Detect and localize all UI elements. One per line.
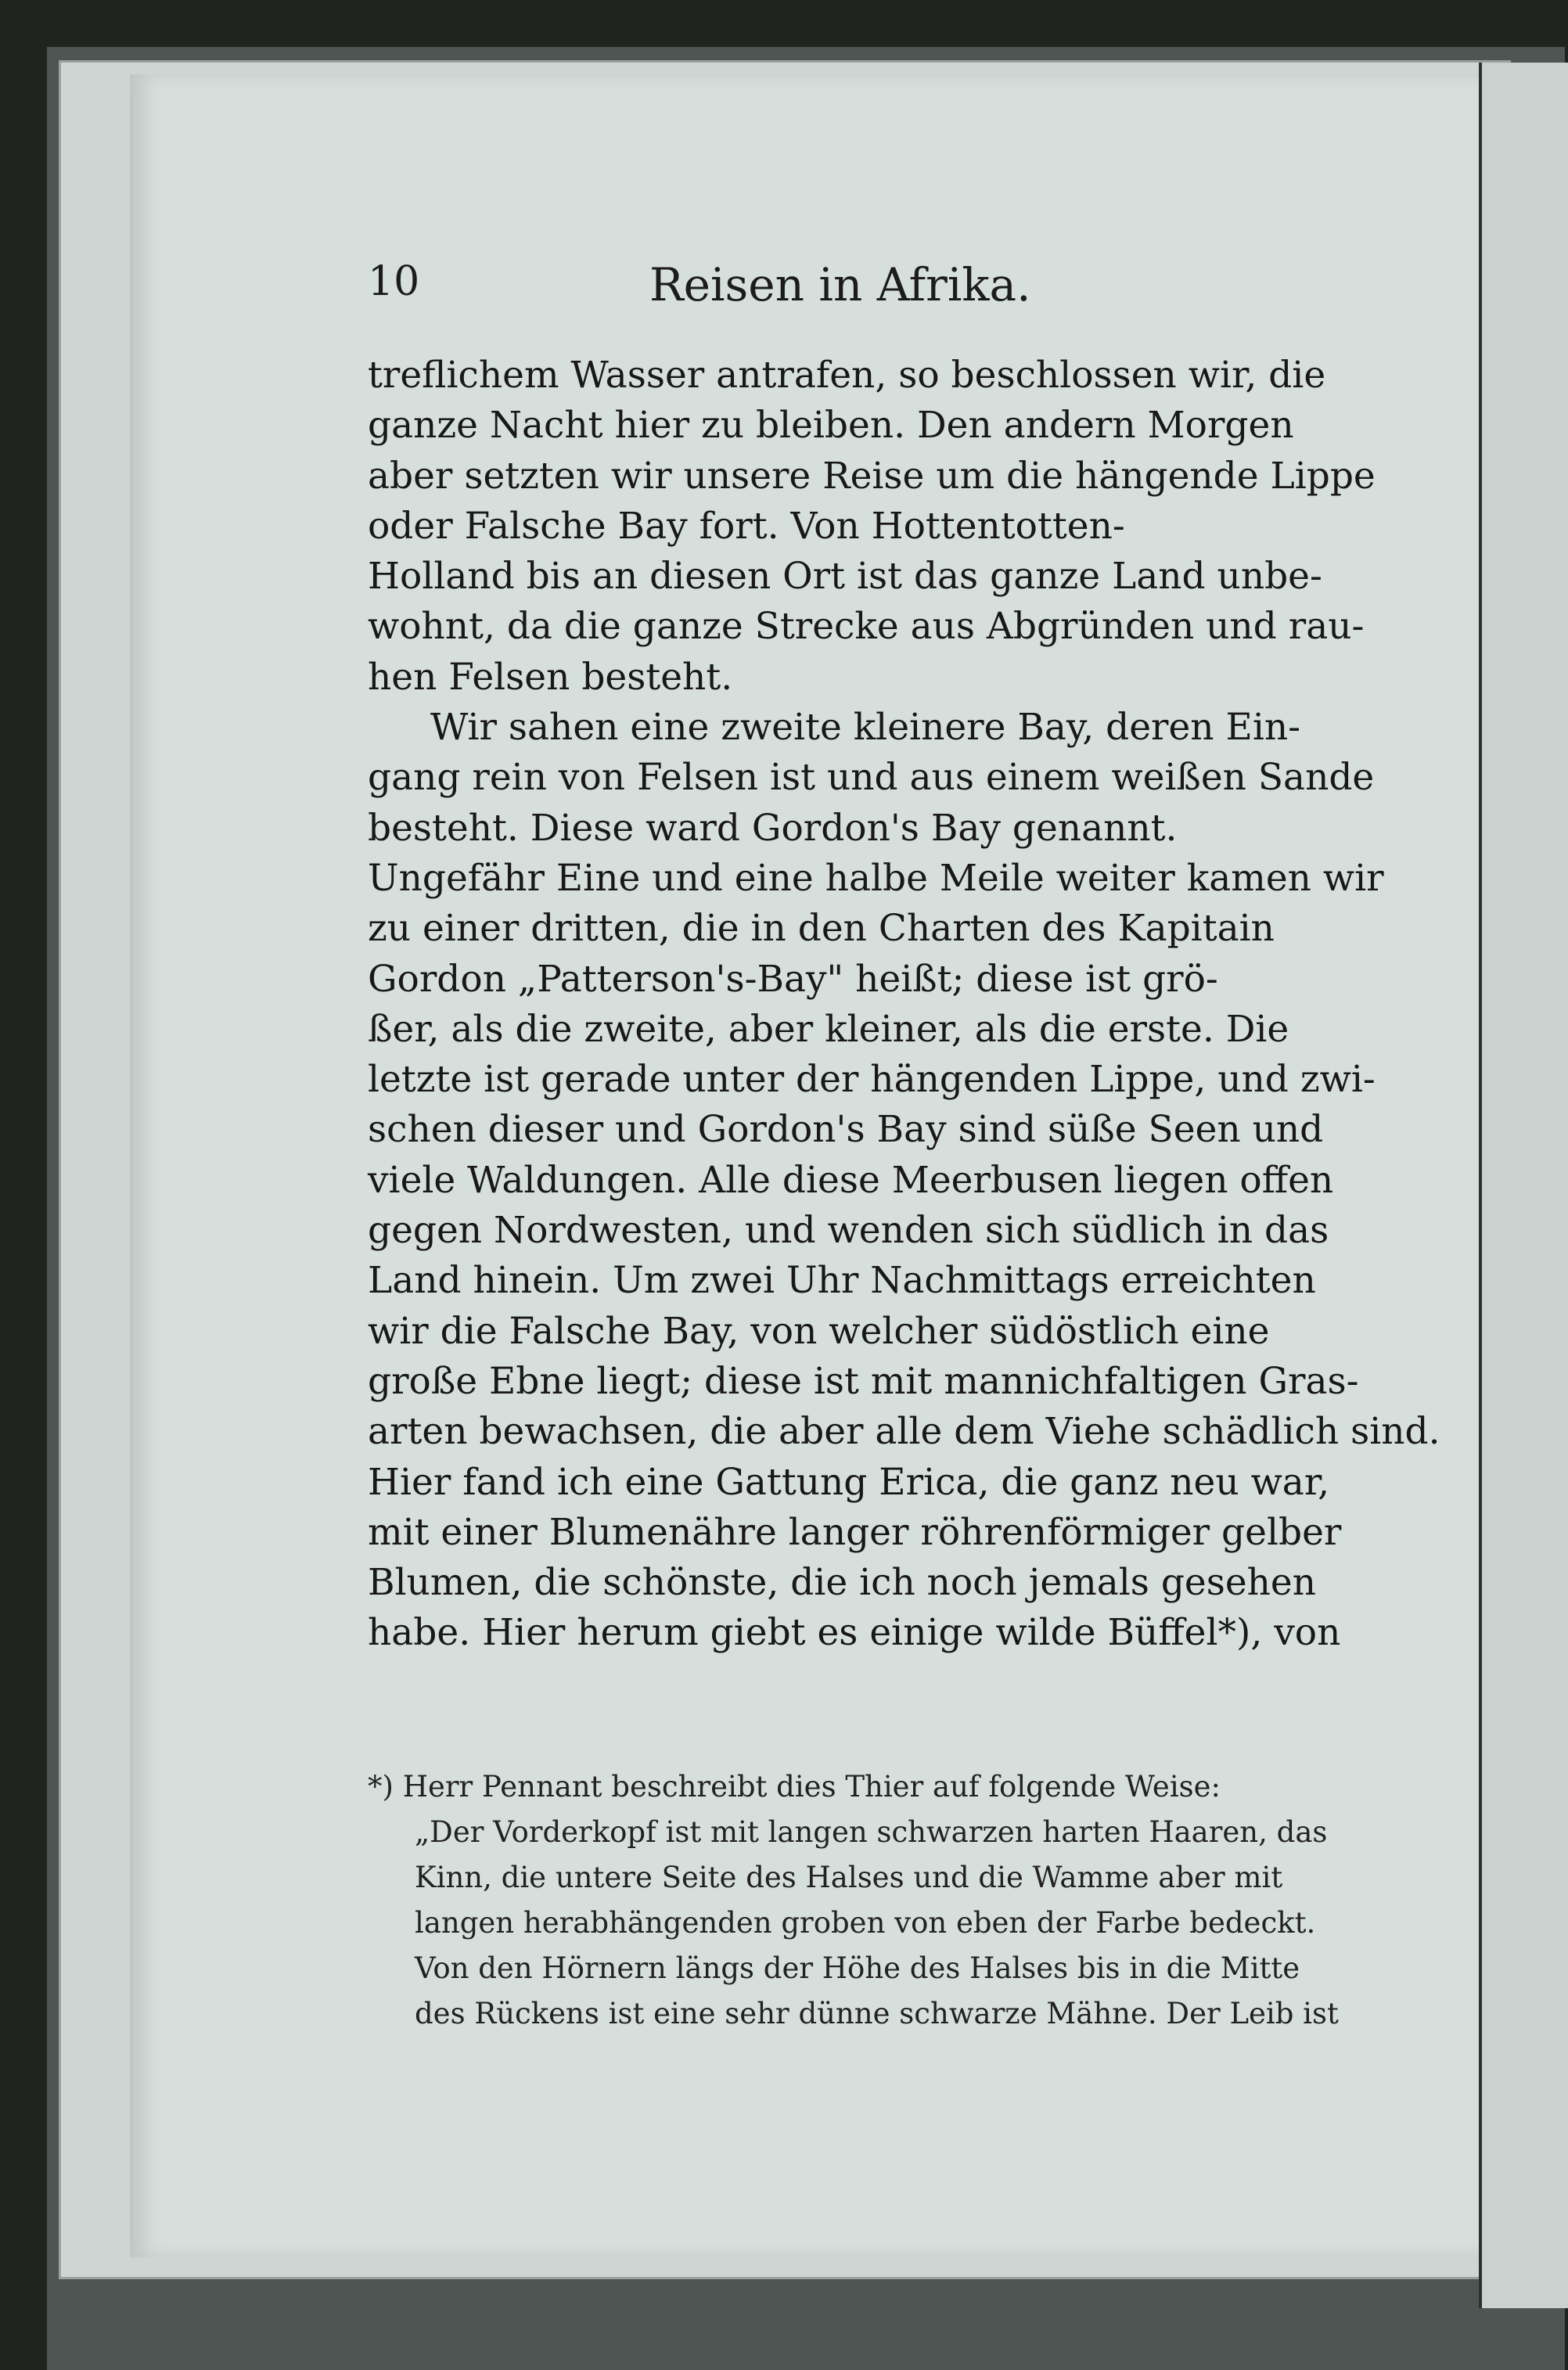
text-line: Gordon „Patterson's-Bay" heißt; diese ist grö- — [368, 957, 1218, 1001]
body-text — [368, 351, 1440, 1659]
text-line: zu einer dritten, die in den Charten des Kapitain — [368, 907, 1275, 951]
facing-page-edge — [1479, 63, 1568, 2308]
footnote-line: „Der Vorderkopf ist mit langen schwarzen harten Haaren, das — [415, 1815, 1328, 1849]
text-line: habe. Hier herum giebt es einige wilde Büffel*), von — [368, 1611, 1341, 1655]
footnote-line: Von den Hörnern längs der Höhe des Halses bis in die Mitte — [415, 1951, 1300, 1985]
text-line: schen dieser und Gordon's Bay sind süße Seen und — [368, 1108, 1324, 1152]
text-line: Holland bis an diesen Ort ist das ganze Land unbe- — [368, 555, 1322, 599]
text-line: wohnt, da die ganze Strecke aus Abgründen und rau- — [368, 605, 1365, 649]
text-line: Ungefähr Eine und eine halbe Meile weiter kamen wir — [368, 856, 1384, 900]
page-number: 10 — [368, 258, 420, 305]
footnote-line: des Rückens ist eine sehr dünne schwarze Mähne. Der Leib ist — [415, 1997, 1339, 2030]
running-title: Reisen in Afrika. — [649, 258, 1031, 311]
footnote — [368, 1764, 1339, 2037]
text-line: ganze Nacht hier zu bleiben. Den andern Morgen — [368, 404, 1294, 448]
text-line: hen Felsen besteht. — [368, 655, 733, 699]
text-line: besteht. Diese ward Gordon's Bay genannt. — [368, 806, 1178, 850]
footnote-line: Kinn, die untere Seite des Halses und die Wamme aber mit — [415, 1861, 1283, 1894]
text-line: letzte ist gerade unter der hängenden Lippe, und zwi- — [368, 1058, 1376, 1102]
text-line: treflichem Wasser antrafen, so beschlossen wir, die — [368, 354, 1326, 397]
text-line: ßer, als die zweite, aber kleiner, als die erste. Die — [368, 1007, 1289, 1051]
text-line: mit einer Blumenähre langer röhrenförmiger gelber — [368, 1510, 1342, 1554]
text-line: Wir sahen eine zweite kleinere Bay, deren Ein- — [430, 706, 1301, 750]
footnote-line: *) Herr Pennant beschreibt dies Thier auf folgende Weise: — [368, 1770, 1221, 1804]
text-line: Blumen, die schönste, die ich noch jemals gesehen — [368, 1561, 1317, 1605]
text-line: wir die Falsche Bay, von welcher südöstlich eine — [368, 1309, 1270, 1353]
text-line: oder Falsche Bay fort. Von Hottentotten- — [368, 504, 1125, 548]
text-line: Hier fand ich eine Gattung Erica, die ganz neu war, — [368, 1460, 1330, 1504]
text-line: arten bewachsen, die aber alle dem Viehe schädlich sind. — [368, 1410, 1440, 1454]
text-line: gang rein von Felsen ist und aus einem weißen Sande — [368, 756, 1375, 800]
text-line: gegen Nordwesten, und wenden sich südlich in das — [368, 1209, 1329, 1253]
text-line: Land hinein. Um zwei Uhr Nachmittags erreichten — [368, 1259, 1316, 1303]
text-line: große Ebne liegt; diese ist mit mannichfaltigen Gras- — [368, 1359, 1359, 1403]
text-line: aber setzten wir unsere Reise um die hängende Lippe — [368, 454, 1376, 498]
page-header — [368, 258, 1307, 329]
footnote-line: langen herabhängenden groben von eben der Farbe bedeckt. — [415, 1906, 1316, 1940]
text-line: viele Waldungen. Alle diese Meerbusen liegen offen — [368, 1158, 1334, 1202]
